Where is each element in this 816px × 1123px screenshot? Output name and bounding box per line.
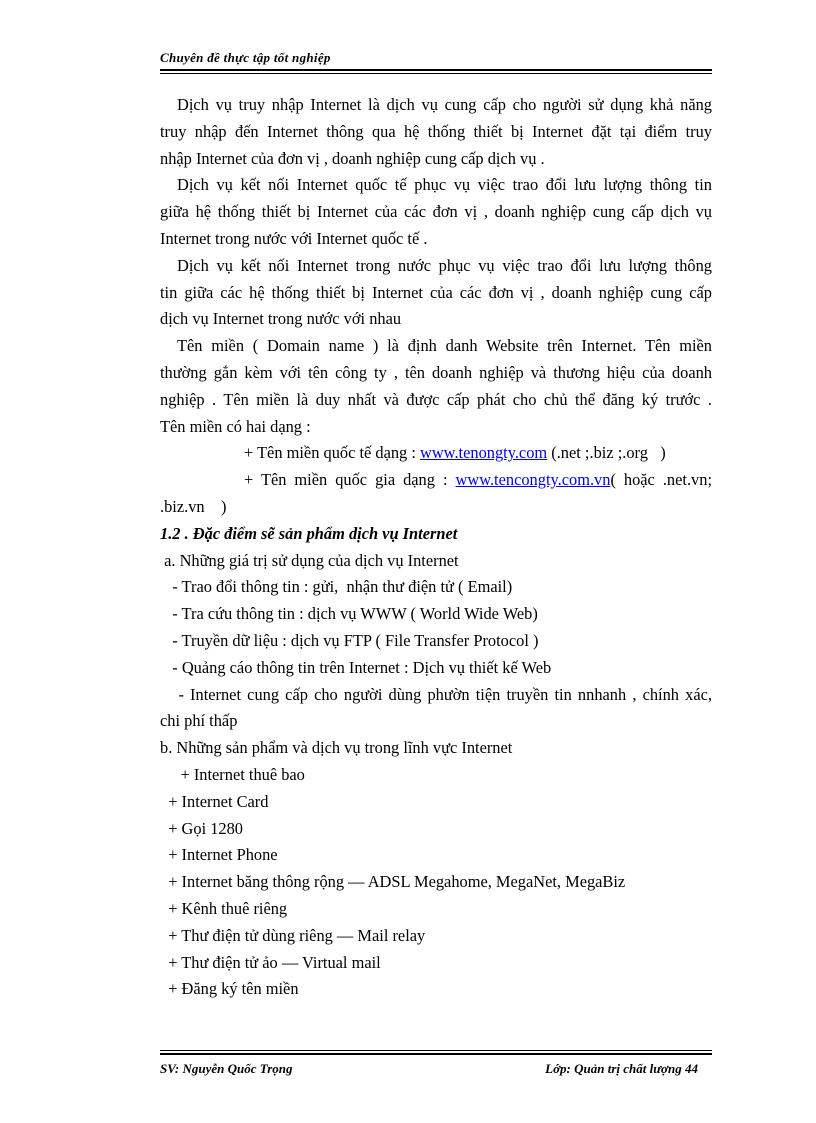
a-item-5: - Internet cung cấp cho người dùng phườn tiện truyền tin nnhanh , chính xác, bbox=[160, 684, 712, 704]
domain-national-link[interactable]: www.tencongty.com.vn bbox=[455, 470, 611, 490]
section-heading: 1.2 . Đặc điểm sẽ sản phẩm dịch vụ Internet bbox=[160, 523, 458, 543]
domain-intl-line bbox=[160, 440, 712, 467]
a-item-2: - Tra cứu thông tin : dịch vụ WWW ( World Wide Web) bbox=[160, 604, 538, 624]
b-item-2: + Internet Card bbox=[160, 791, 269, 811]
footer-rule-thin bbox=[160, 1050, 712, 1051]
b-item-4: + Internet Phone bbox=[160, 845, 278, 865]
domain-national-prefix: + Tên miền quốc gia dạng : bbox=[244, 470, 456, 490]
domain-national-line bbox=[160, 467, 712, 494]
p4-line-3: nghiệp . Tên miền là duy nhất và được cấp phát cho chủ thể đăng ký trước . bbox=[160, 389, 712, 409]
sub-a-heading: a. Những giá trị sử dụng của dịch vụ Internet bbox=[160, 550, 459, 570]
p1-line-2: truy nhập đến Internet thông qua hệ thống thiết bị Internet đặt tại điểm truy bbox=[160, 121, 712, 141]
b-item-3: + Gọi 1280 bbox=[160, 818, 244, 838]
p4-line-1: Tên miền ( Domain name ) là định danh Website trên Internet. Tên miền bbox=[177, 336, 712, 356]
footer-student: SV: Nguyễn Quốc Trọng bbox=[160, 1061, 293, 1076]
header-rule-thin bbox=[160, 73, 712, 74]
page-body bbox=[160, 92, 712, 1003]
b-item-8: + Thư điện tử ảo — Virtual mail bbox=[160, 952, 381, 972]
domain-national-suffix: ( hoặc .net.vn; bbox=[610, 470, 713, 490]
p3-line-3: dịch vụ Internet trong nước với nhau bbox=[160, 309, 402, 329]
a-item-3: - Truyền dữ liệu : dịch vụ FTP ( File Transfer Protocol ) bbox=[160, 630, 539, 650]
footer-row bbox=[160, 1059, 712, 1079]
footer-class: Lớp: Quản trị chất lượng 44 bbox=[545, 1061, 698, 1076]
p2-line-3: Internet trong nước với Internet quốc tế . bbox=[160, 228, 428, 248]
domain-intl-suffix: (.net ;.biz ;.org ) bbox=[547, 443, 666, 463]
b-item-7: + Thư điện tử dùng riêng — Mail relay bbox=[160, 925, 426, 945]
sub-b-heading: b. Những sản phẩm và dịch vụ trong lĩnh vực Internet bbox=[160, 738, 513, 758]
header-rule-thick bbox=[160, 69, 712, 71]
b-item-5: + Internet băng thông rộng — ADSL Megahome, MegaNet, MegaBiz bbox=[160, 872, 626, 892]
domain-intl-prefix: + Tên miền quốc tế dạng : bbox=[244, 443, 420, 463]
page-header bbox=[160, 48, 712, 74]
p2-line-1: Dịch vụ kết nối Internet quốc tế phục vụ việc trao đổi lưu lượng thông tin bbox=[177, 175, 712, 195]
p1-line-3: nhập Internet của đơn vị , doanh nghiệp cung cấp dịch vụ . bbox=[160, 148, 545, 168]
header-title: Chuyên đề thực tập tốt nghiệp bbox=[160, 50, 331, 65]
p2-line-2: giữa hệ thống thiết bị Internet của các đơn vị , doanh nghiệp cung cấp dịch vụ bbox=[160, 202, 712, 222]
p4-line-4: Tên miền có hai dạng : bbox=[160, 416, 311, 436]
b-item-1: + Internet thuê bao bbox=[160, 764, 305, 784]
page-footer bbox=[160, 1050, 712, 1079]
p3-line-1: Dịch vụ kết nối Internet trong nước phục vụ việc trao đổi lưu lượng thông bbox=[177, 255, 712, 275]
p3-line-2: tin giữa các hệ thống thiết bị Internet của các đơn vị , doanh nghiệp cung cấp bbox=[160, 282, 712, 302]
a-item-5-cont: chi phí thấp bbox=[160, 711, 238, 731]
a-item-1: - Trao đổi thông tin : gửi, nhận thư điện tử ( Email) bbox=[160, 577, 513, 597]
a-item-4: - Quảng cáo thông tin trên Internet : Dịch vụ thiết kế Web bbox=[160, 657, 552, 677]
b-item-9: + Đăng ký tên miền bbox=[160, 979, 299, 999]
domain-intl-link[interactable]: www.tenongty.com bbox=[420, 443, 548, 463]
domain-national-cont: .biz.vn ) bbox=[160, 496, 227, 516]
p4-line-2: thường gắn kèm với tên công ty , tên doanh nghiệp và thương hiệu của doanh bbox=[160, 362, 712, 382]
footer-rule-thick bbox=[160, 1053, 712, 1055]
p1-line-1: Dịch vụ truy nhập Internet là dịch vụ cung cấp cho người sử dụng khả năng bbox=[177, 95, 712, 114]
b-item-6: + Kênh thuê riêng bbox=[160, 898, 288, 918]
